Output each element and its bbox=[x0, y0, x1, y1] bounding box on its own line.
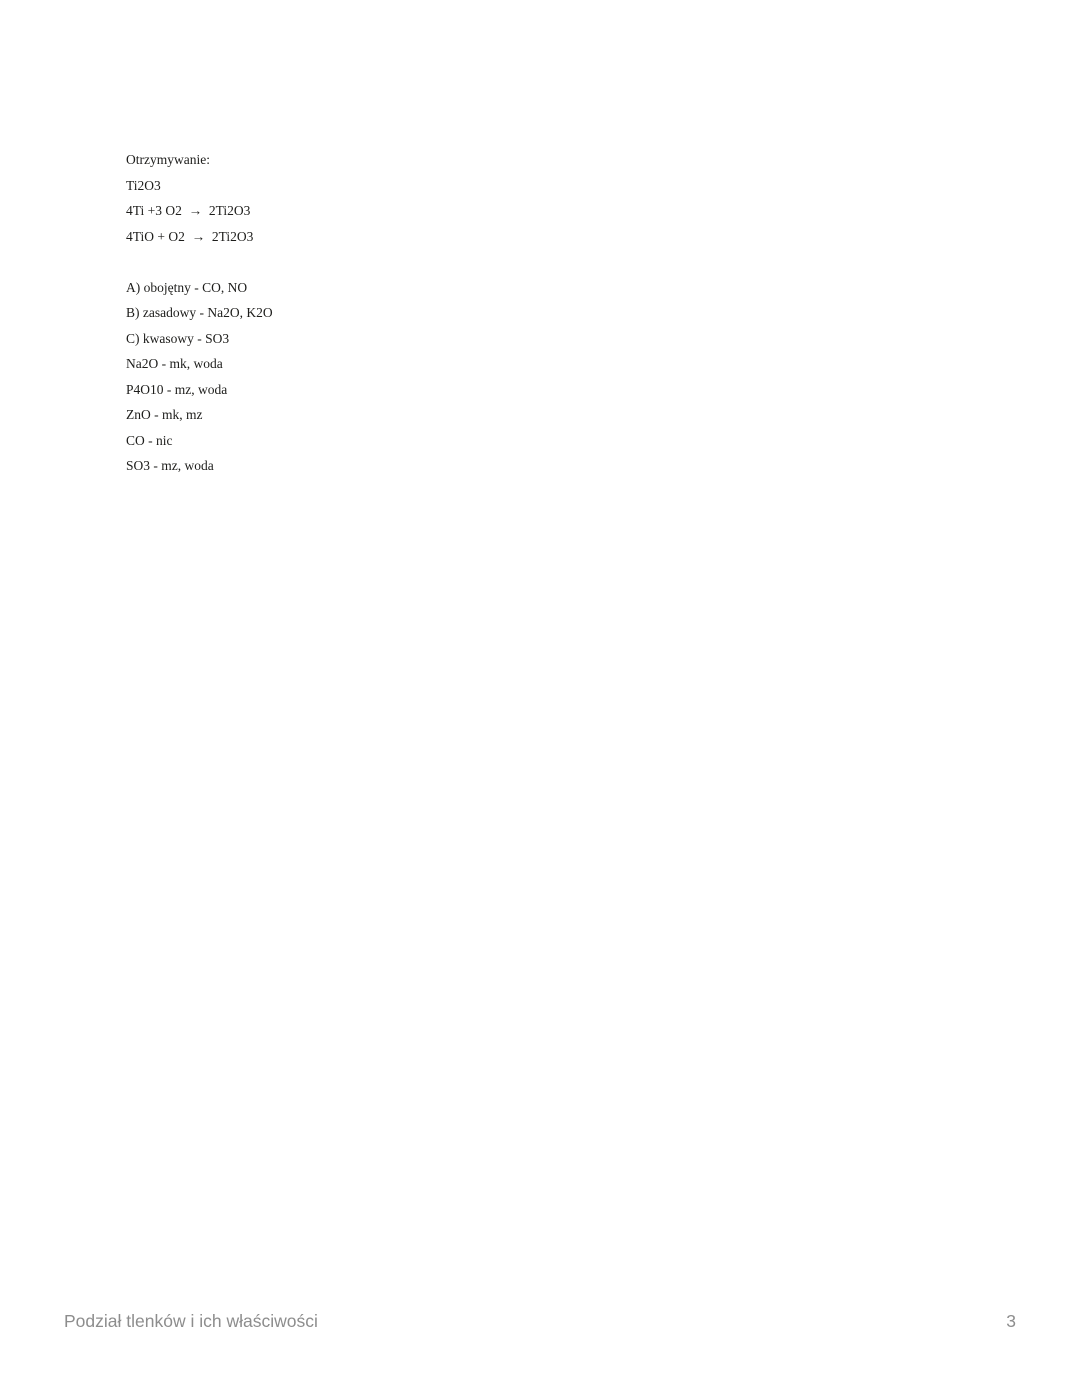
text-line: Na2O - mk, woda bbox=[126, 356, 223, 371]
text-line: CO - nic bbox=[126, 432, 173, 448]
text-line: C) kwasowy - SO3 bbox=[126, 330, 230, 346]
text-line: SO3 - mz, woda bbox=[126, 458, 214, 473]
paragraph-block-oxide-types bbox=[126, 275, 273, 479]
text-line: B) zasadowy - Na2O, K2O bbox=[126, 305, 273, 320]
text-line: 4TiO + O2 → 2Ti2O3 bbox=[126, 228, 254, 244]
text-line: ZnO - mk, mz bbox=[126, 407, 203, 422]
text-line: 4Ti +3 O2 → 2Ti2O3 bbox=[126, 203, 251, 218]
text-line: Ti2O3 bbox=[126, 177, 161, 193]
page-footer bbox=[0, 1311, 1080, 1341]
document-body bbox=[126, 147, 273, 479]
paragraph-spacer bbox=[126, 249, 273, 275]
footer-page-number: 3 bbox=[1006, 1311, 1016, 1331]
text-line: P4O10 - mz, woda bbox=[126, 381, 228, 397]
text-line: A) obojętny - CO, NO bbox=[126, 279, 248, 295]
text-line: Otrzymywanie: bbox=[126, 152, 210, 167]
paragraph-block-preparation bbox=[126, 147, 273, 249]
footer-document-title: Podział tlenków i ich właściwości bbox=[64, 1311, 318, 1331]
